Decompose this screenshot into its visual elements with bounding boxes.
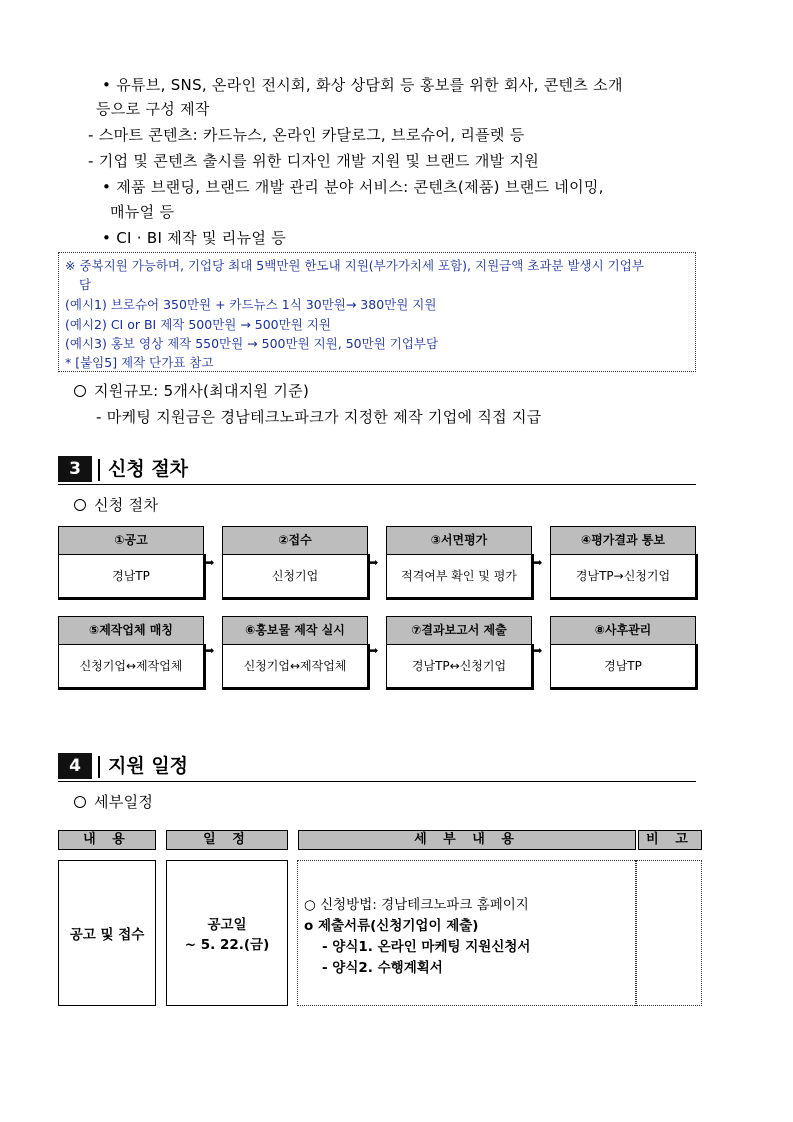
circle-bullet-icon: [74, 499, 86, 511]
section-4-sub: 세부일정: [74, 791, 153, 812]
cell-content: 공고 및 접수: [58, 860, 156, 1006]
step-head: ②접수: [222, 526, 368, 555]
step-body: 경남TP: [550, 644, 698, 690]
bullet-youtube-cont: 등으로 구성 제작: [96, 100, 210, 118]
support-scale-detail: - 마케팅 지원금은 경남테크노파크가 지정한 제작 기업에 직접 지급: [96, 408, 542, 426]
arrow-right-icon: ➡: [369, 556, 379, 569]
step-head: ⑦결과보고서 제출: [386, 616, 532, 645]
step-4: [550, 526, 696, 598]
support-scale: 지원규모: 5개사(최대지원 기준): [74, 380, 309, 401]
section-3-header: [58, 456, 696, 485]
item-design-support: - 기업 및 콘텐츠 출시를 위한 디자인 개발 지원 및 브랜드 개발 지원: [88, 152, 540, 170]
note-duplicate: ※ 중복지원 가능하며, 기업당 최대 5백만원 한도내 지원(부가가치세 포함), 지원금액 초과분 발생시 기업부: [65, 258, 644, 273]
section-number: 3: [58, 456, 92, 482]
note-box: [58, 252, 696, 372]
step-8: [550, 616, 696, 688]
section-3-sub: 신청 절차: [74, 494, 158, 515]
header-note: 비 고: [638, 830, 702, 850]
bullet-branding-cont: 매뉴얼 등: [110, 203, 175, 221]
cell-detail: ○ 신청방법: 경남테크노파크 홈페이지 o 제출서류(신청기업이 제출) - 양식1. 온라인 마케팅 지원신청서 - 양식2. 수행계획서: [297, 860, 637, 1006]
step-body: 신청기업↔제작업체: [58, 644, 206, 690]
step-6: [222, 616, 368, 688]
arrow-right-icon: ➡: [369, 644, 379, 657]
circle-bullet-icon: [74, 796, 86, 808]
header-detail: 세 부 내 용: [298, 830, 636, 850]
bullet-ci-bi: • CI · BI 제작 및 리뉴얼 등: [102, 229, 287, 247]
step-head: ④평가결과 통보: [550, 526, 696, 555]
arrow-right-icon: ➡: [205, 556, 215, 569]
section-title: 신청 절차: [108, 458, 189, 480]
note-attachment: * [붙임5] 제작 단가표 참고: [65, 355, 214, 370]
arrow-right-icon: ➡: [533, 556, 543, 569]
step-head: ⑥홍보물 제작 실시: [222, 616, 368, 645]
step-body: 신청기업↔제작업체: [222, 644, 370, 690]
step-body: 신청기업: [222, 554, 370, 600]
cell-note: [635, 860, 702, 1006]
step-3: [386, 526, 532, 598]
header-schedule: 일 정: [166, 830, 288, 850]
section-title: 지원 일정: [108, 755, 189, 777]
note-duplicate-cont: 담: [79, 277, 92, 292]
step-body: 적격여부 확인 및 평가: [386, 554, 534, 600]
bullet-branding: • 제품 브랜딩, 브랜드 개발 관리 분야 서비스: 콘텐츠(제품) 브랜드 네이밍,: [102, 178, 604, 196]
step-head: ①공고: [58, 526, 204, 555]
note-example-3: (예시3) 홍보 영상 제작 550만원 → 500만원 지원, 50만원 기업부담: [65, 336, 439, 351]
bullet-youtube: • 유튜브, SNS, 온라인 전시회, 화상 상담회 등 홍보를 위한 회사, 콘텐츠 소개: [102, 76, 623, 94]
step-7: [386, 616, 532, 688]
step-body: 경남TP↔신청기업: [386, 644, 534, 690]
step-2: [222, 526, 368, 598]
note-example-1: (예시1) 브로슈어 350만원 + 카드뉴스 1식 30만원→ 380만원 지원: [65, 297, 437, 312]
step-body: 경남TP→신청기업: [550, 554, 698, 600]
step-head: ③서면평가: [386, 526, 532, 555]
step-5: [58, 616, 204, 688]
section-4-header: [58, 753, 696, 782]
section-number: 4: [58, 753, 92, 779]
circle-bullet-icon: [74, 385, 86, 397]
step-head: ⑤제작업체 매칭: [58, 616, 204, 645]
arrow-right-icon: ➡: [533, 644, 543, 657]
item-smart-content: - 스마트 콘텐츠: 카드뉴스, 온라인 카달로그, 브로슈어, 리플렛 등: [88, 126, 525, 144]
header-content: 내 용: [58, 830, 156, 850]
step-1: [58, 526, 204, 598]
note-example-2: (예시2) CI or BI 제작 500만원 → 500만원 지원: [65, 317, 331, 332]
step-head: ⑧사후관리: [550, 616, 696, 645]
step-body: 경남TP: [58, 554, 206, 600]
cell-schedule: 공고일 ~ 5. 22.(금): [166, 860, 288, 1006]
arrow-right-icon: ➡: [205, 644, 215, 657]
